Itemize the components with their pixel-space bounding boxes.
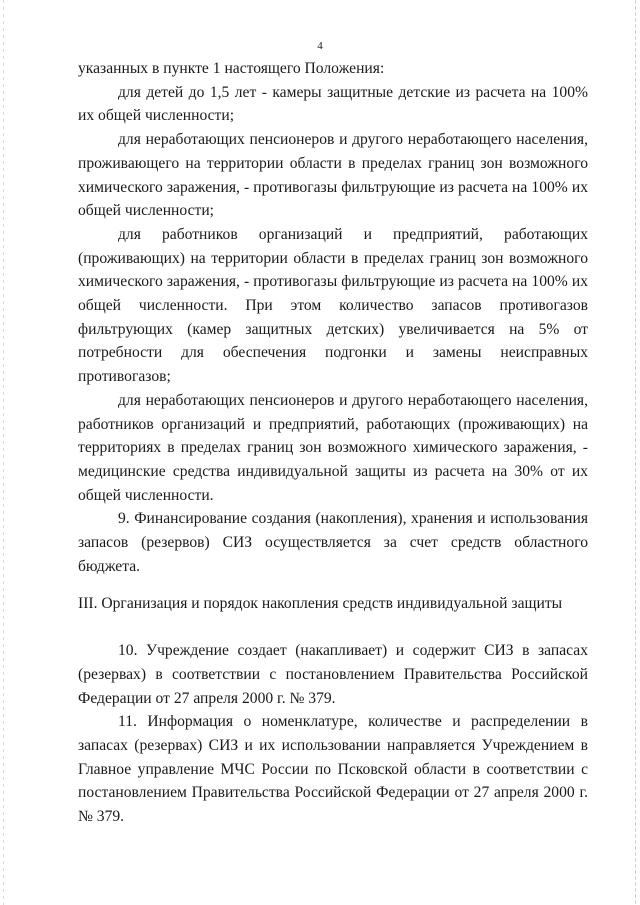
paragraph-workers: для работников организаций и предприятий, работающих (проживающих) на территории области в пределах границ зон возможного химического заражения, - противогазы фильтрующие из расчета на 100% их общей численности. При этом количество запасов противогазов фильтрующих (камер защитных детских) увеличивается на 5% от потребности для обеспечения подгонки и замены неисправных противогазов; xyxy=(78,225,588,386)
paragraph-9-financing: 9. Финансирование создания (накопления), хранения и использования запасов (резервов) СИЗ осуществляется за счет средств областного бюджета. xyxy=(78,510,588,575)
page-number: 4 xyxy=(317,40,323,52)
section-heading: III. Организация и порядок накопления средств индивидуальной защиты xyxy=(78,595,563,613)
scan-edge-left xyxy=(3,0,4,905)
paragraph-10: 10. Учреждение создает (накапливает) и содержит СИЗ в запасах (резервах) в соответствии с постановлением Правительства Российской Федерации от 27 апреля 2000 г. № 379. xyxy=(78,642,588,707)
paragraph-children: для детей до 1,5 лет - камеры защитные детские из расчета на 100% их общей численности; xyxy=(78,83,588,125)
paragraph-continuation: указанных в пункте 1 настоящего Положения: xyxy=(78,60,385,77)
paragraph-11: 11. Информация о номенклатуре, количестве и распределении в запасах (резервах) СИЗ и их использовании направляется Учреждением в Главное управление МЧС России по Псковской области в соответствии с постановлением Правительства Российской Федерации от 27 апреля 2000 г. № 379. xyxy=(78,713,588,826)
scan-edge-right xyxy=(635,0,636,905)
document-body xyxy=(78,57,588,829)
paragraph-medical: для неработающих пенсионеров и другого неработающего населения, работников организаций и предприятий, работающих (проживающих) на территориях в пределах границ зон возможного химического заражения, - медицинские средства индивидуальной защиты из расчета на 30% от их общей численности. xyxy=(78,391,588,504)
paragraph-pensioners: для неработающих пенсионеров и другого неработающего населения, проживающего на территории области в пределах границ зон возможного химического заражения, - противогазы фильтрующие из расчета на 100% их общей численности; xyxy=(78,131,588,220)
